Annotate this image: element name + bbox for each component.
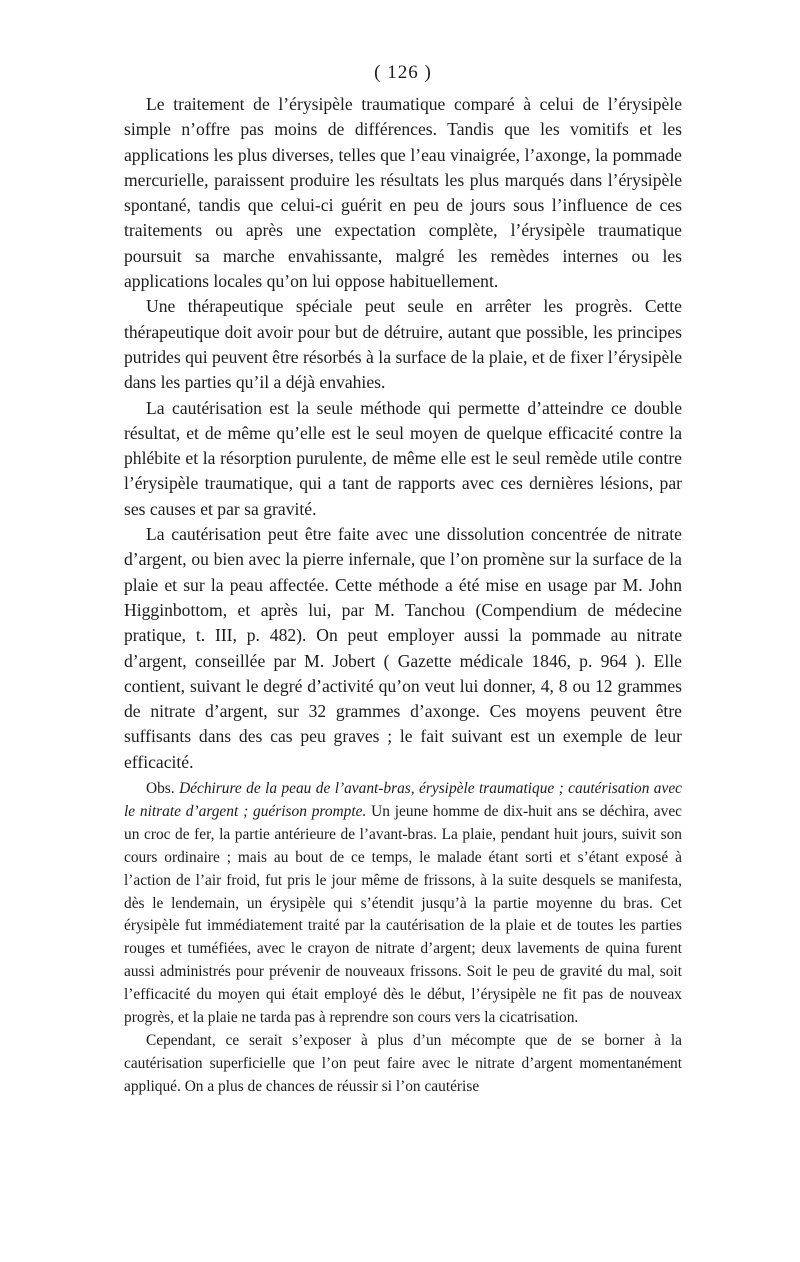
observation-title: Déchirure de la peau de l’avant-bras, érysipèle traumatique ; cautérisation avec le nitrate d’argent ; guérison prompte. — [124, 780, 682, 820]
observation-paragraph — [124, 778, 682, 1030]
paragraph-silver-nitrate: La cautérisation peut être faite avec une dissolution concentrée de nitrate d’argent, ou bien avec la pierre infernale, que l’on promène sur la surface de la plaie et sur la peau affectée. Cette méthode a été mise en usage par M. John Higginbottom, et après lui, par M. Tanchou (Compendium de médecine pratique, t. III, p. 482). On peut employer aussi la pommade au nitrate d’argent, conseillée par M. Jobert ( Gazette médicale 1846, p. 964 ). Elle contient, suivant le degré d’activité qu’on veut lui donner, 4, 8 ou 12 grammes de nitrate d’argent, sur 32 grammes d’axonge. Ces moyens peuvent être suffisants dans des cas peu graves ; le fait suivant est un exemple de leur efficacité. — [124, 524, 682, 772]
observation-text: Un jeune homme de dix-huit ans se déchira, avec un croc de fer, la partie antérieure de l’avant-bras. La plaie, pendant huit jours, suivit son cours ordinaire ; mais au bout de ce temps, le malade étant sorti et s’étant exposé à l’action de l’air froid, fut pris le jour même de frissons, à la suite desquels se manifesta, dès le lendemain, un érysipèle qui s’étendit jusqu’à la partie moyenne du bras. Cet érysipèle fut immédiatement traité par la cautérisation de la plaie et de toutes les parties rouges et tuméfiées, avec le crayon de nitrate d’argent; deux lavements de quina furent aussi administrés pour prévenir de nouveaux frissons. Soit le peu de gravité du mal, soit l’efficacité du moyen qui était employé dès le début, l’érysipèle ne fit pas de nouveax progrès, et la plaie ne tarda pas à reprendre son cours vers la cicatrisation. — [124, 802, 682, 1027]
paragraph-treatment-comparison: Le traitement de l’érysipèle traumatique comparé à celui de l’érysipèle simple n’offre pas moins de différences. Tandis que les vomitifs et les applications les plus diverses, telles que l’eau vinaigrée, l’axonge, la pommade mercurielle, paraissent produire les résultats les plus marqués dans l’érysipèle spontané, tandis que celui-ci guérit en peu de jours sous l’influence de ces traitements ou après une expectation complète, l’érysipèle traumatique poursuit sa marche envahissante, malgré les remèdes internes ou les applications locales qu’on lui oppose habituellement. — [124, 94, 682, 292]
paragraph-cauterization-method: La cautérisation est la seule méthode qui permette d’atteindre ce double résultat, et de même qu’elle est le seul moyen de quelque efficacité contre la phlébite et la résorption purulente, de même elle est le seul remède utile contre l’érysipèle traumatique, qui a tant de rapports avec ces dernières lésions, par ses causes et par sa gravité. — [124, 397, 682, 519]
main-text — [124, 92, 682, 775]
book-page — [124, 60, 682, 1099]
observation-block — [124, 778, 682, 1099]
continuation-paragraph: Cependant, ce serait s’exposer à plus d’un mécompte que de se borner à la cautérisation superficielle que l’on peut faire avec le nitrate d’argent momentanément appliqué. On a plus de chances de réussir si l’on cautérise — [124, 1031, 682, 1095]
paragraph-special-therapeutic: Une thérapeutique spéciale peut seule en arrêter les progrès. Cette thérapeutique doit avoir pour but de détruire, autant que possible, les principes putrides qui peuvent être résorbés à la surface de la plaie, et de fixer l’érysipèle dans les parties qu’il a déjà envahies. — [124, 296, 682, 393]
page-number: ( 126 ) — [374, 62, 432, 83]
observation-label: Obs. — [146, 780, 175, 798]
